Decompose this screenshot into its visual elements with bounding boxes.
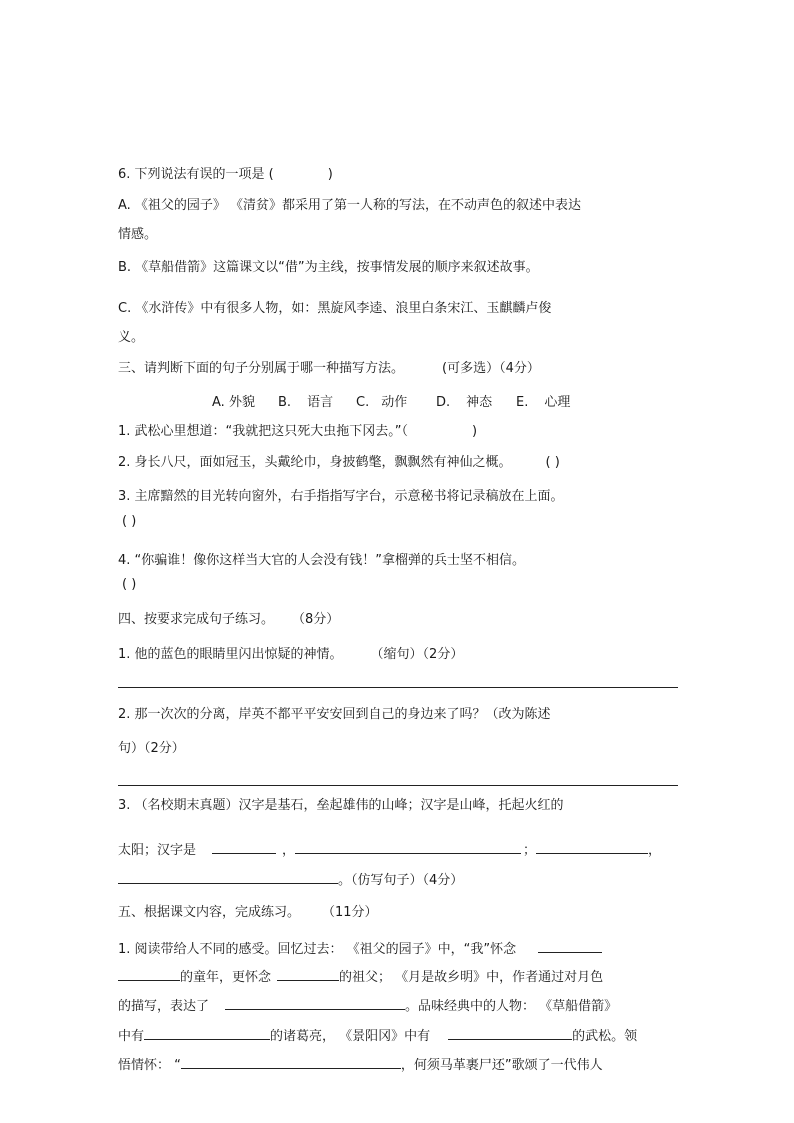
blank-4[interactable] — [118, 869, 338, 884]
section4-title: 四、按要求完成句子练习。 （8分） — [118, 612, 340, 627]
section4-q3-line3: 。（仿写句子）（4分） — [118, 869, 463, 890]
section3-note: (可多选）（4分） — [442, 361, 540, 376]
option-e: E. 心理 — [516, 395, 571, 410]
option-a: A. 外貌 — [212, 395, 255, 410]
section4-q1: 1. 他的蓝色的眼睛里闪出惊疑的神情。 （缩句）（2分） — [118, 647, 464, 662]
blank-8[interactable] — [225, 995, 405, 1010]
section5-line1: 1. 阅读带给人不同的感受。回忆过去： 《祖父的园子》中，“我”怀念 — [118, 938, 602, 959]
section3-title: 三、请判断下面的句子分别属于哪一种描写方法。 (可多选）（4分） — [118, 361, 540, 376]
blank-2[interactable] — [295, 839, 521, 854]
q6-stem: 6. 下列说法有误的一项是 ( ) — [118, 167, 333, 182]
blank-10[interactable] — [448, 1025, 572, 1040]
q6-option-b: B. 《草船借箭》这篇课文以“借”为主线，按事情发展的顺序来叙述故事。 — [118, 260, 539, 275]
blank-6[interactable] — [118, 966, 180, 981]
section5-line5: 悟情怀： “ ，何须马革裹尸还”歌颂了一代伟人 — [118, 1054, 603, 1075]
section5-line4: 中有 的诸葛亮， 《景阳冈》中有 的武松。领 — [118, 1025, 637, 1046]
blank-9[interactable] — [144, 1025, 270, 1040]
section3-item3: 3. 主席黯然的目光转向窗外，右手指指写字台，示意秘书将记录稿放在上面。 — [118, 489, 564, 504]
q6-option-a-cont: 情感。 — [118, 227, 158, 242]
section5-title: 五、根据课文内容，完成练习。 （11分） — [118, 905, 378, 920]
blank-3[interactable] — [536, 839, 648, 854]
option-b: B. 语言 — [278, 395, 334, 410]
section3-item2: 2. 身长八尺，面如冠玉，头戴纶巾，身披鹤氅，飘飘然有神仙之概。 ( ) — [118, 455, 560, 470]
q6-option-c: C. 《水浒传》中有很多人物，如：黑旋风李逵、浪里白条宋江、玉麒麟卢俊 — [118, 301, 552, 316]
section4-q3: 3. （名校期末真题）汉字是基石，垒起雄伟的山峰；汉字是山峰，托起火红的 — [118, 798, 564, 813]
section5-line3: 的描写，表达了 。品味经典中的人物： 《草船借箭》 — [118, 995, 617, 1016]
q6-option-a: A. 《祖父的园子》 《清贫》都采用了第一人称的写法，在不动声色的叙述中表达 — [118, 198, 582, 213]
section5-line2: 的童年，更怀念 的祖父； 《月是故乡明》中，作者通过对月色 — [118, 966, 603, 987]
section3-item4-paren: ( ) — [122, 577, 137, 592]
option-c: C. 动作 — [356, 395, 408, 410]
section4-q2-cont: 句）（2分） — [118, 741, 185, 756]
answer-line-q1[interactable] — [118, 687, 678, 688]
option-d: D. 神态 — [436, 395, 493, 410]
section3-item4: 4. “你骗谁！像你这样当大官的人会没有钱！”拿榴弹的兵士坚不相信。 — [118, 553, 526, 568]
section4-q2: 2. 那一次次的分离，岸英不都平平安安回到自己的身边来了吗？（改为陈述 — [118, 707, 551, 722]
section3-item1: 1. 武松心里想道：“我就把这只死大虫拖下冈去。”（ ) — [118, 424, 478, 439]
section4-q3-line2: 太阳；汉字是 ， ； ， — [118, 839, 661, 860]
q6-option-c-cont: 义。 — [118, 330, 145, 345]
blank-1[interactable] — [212, 839, 276, 854]
blank-7[interactable] — [277, 966, 339, 981]
blank-5[interactable] — [538, 938, 602, 953]
answer-line-q2[interactable] — [118, 785, 678, 786]
blank-11[interactable] — [181, 1054, 401, 1069]
section3-item3-paren: ( ) — [122, 514, 137, 529]
